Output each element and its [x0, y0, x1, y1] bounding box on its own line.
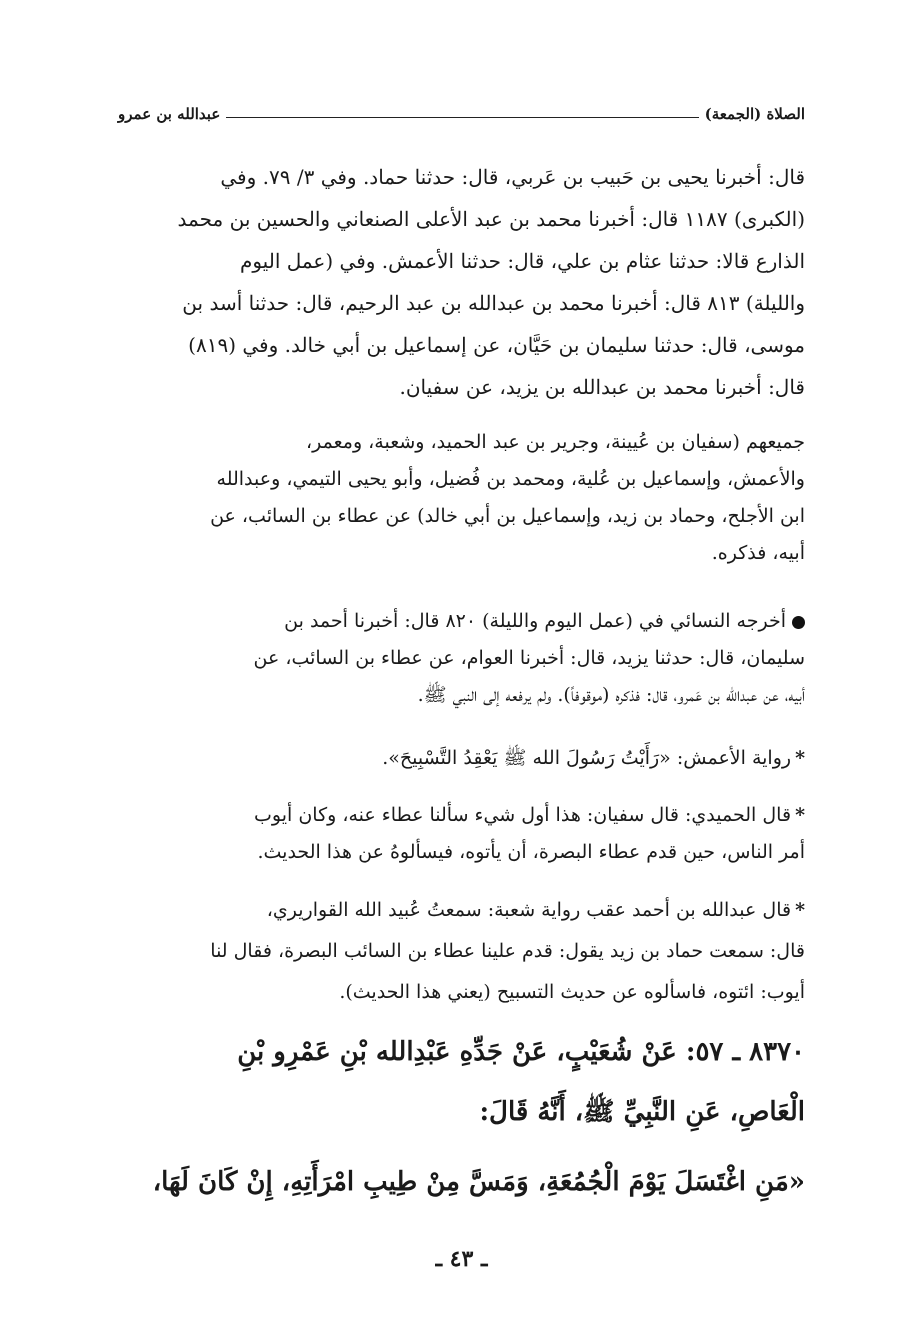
page-number: ـ ٤٣ ـ — [435, 1246, 488, 1272]
text-segment: قال عبدالله بن أحمد عقب رواية شعبة: سمعتُ عُبيد الله القواريري، — [266, 899, 792, 921]
text-line — [118, 797, 805, 834]
header-rule — [226, 117, 698, 118]
running-header — [118, 103, 805, 125]
text-segment: أخرجه النسائي في (عمل اليوم والليلة) ٨٢٠ قال: أخبرنا أحمد بن — [284, 610, 786, 632]
text-line: ابن الأجلح، وحماد بن زيد، وإسماعيل بن أبي خالد) عن عطاء بن السائب، عن — [210, 505, 805, 527]
text-line: قال: أخبرنا محمد بن عبدالله بن يزيد، عن سفيان. — [399, 375, 805, 399]
text-line: الذارع قالا: حدثنا عثام بن علي، قال: حدثنا الأعمش. وفي (عمل اليوم — [239, 249, 805, 273]
text-line: والليلة) ٨١٣ قال: أخبرنا محمد بن عبدالله بن عبد الرحيم، قال: حدثنا أسد بن — [182, 291, 805, 315]
text-line — [118, 890, 805, 931]
text-line: الْعَاصِ، عَنِ النَّبِيِّ ﷺ، أَنَّهُ قَالَ: — [479, 1097, 805, 1127]
text-line: ٨٣٧٠ ـ ٥٧: عَنْ شُعَيْبٍ، عَنْ جَدِّهِ عَبْدِالله بْنِ عَمْرِو بْنِ — [237, 1037, 805, 1067]
takhrij-paragraph — [118, 156, 805, 408]
header-narrator: عبدالله بن عمرو — [118, 105, 221, 123]
header-chapter-title: الصلاة (الجمعة) — [704, 105, 805, 123]
text-line: أمر الناس، حين قدم عطاء البصرة، أن يأتوه، فيسألوهُ عن هذا الحديث. — [257, 841, 805, 863]
text-line: أبيه، فذكره. — [711, 542, 805, 564]
text-line: سليمان، قال: حدثنا يزيد، قال: أخبرنا العوام، عن عطاء بن السائب، عن — [253, 647, 805, 669]
text-line: قال: أخبرنا يحيى بن حَبيب بن عَربي، قال: حدثنا حماد. وفي ٣/ ٧٩. وفي — [220, 165, 805, 189]
text-line: جميعهم (سفيان بن عُيينة، وجرير بن عبد الحميد، وشعبة، ومعمر، — [306, 431, 805, 453]
asterisk-icon: * — [795, 899, 805, 921]
note-abdullah — [118, 890, 805, 1013]
text-line: «مَنِ اغْتَسَلَ يَوْمَ الْجُمُعَةِ، وَمَسَّ مِنْ طِيبِ امْرَأَتِهِ، إِنْ كَانَ لَهَا، — [152, 1167, 805, 1197]
hadith-matn — [118, 1152, 805, 1212]
bullet-icon — [792, 616, 805, 629]
text-line: موسى، قال: حدثنا سليمان بن حَيَّان، عن إسماعيل بن أبي خالد. وفي (٨١٩) — [188, 333, 805, 357]
text-segment: قال الحميدي: قال سفيان: هذا أول شيء سألنا عطاء عنه، وكان أيوب — [254, 804, 792, 826]
hadith-isnad — [118, 1022, 805, 1142]
note-amash — [118, 740, 805, 777]
asterisk-icon: * — [795, 804, 805, 826]
text-line: قال: سمعت حماد بن زيد يقول: قدم علينا عطاء بن السائب البصرة، فقال لنا — [210, 940, 805, 962]
note-humaydi — [118, 797, 805, 871]
text-line: أيوب: ائتوه، فاسألوه عن حديث التسبيح (يعني هذا الحديث). — [339, 981, 805, 1003]
text-line: (الكبرى) ١١٨٧ قال: أخبرنا محمد بن عبد الأعلى الصنعاني والحسين بن محمد — [177, 207, 805, 231]
text-line: والأعمش، وإسماعيل بن عُلية، ومحمد بن فُضيل، وأبو يحيى التيمي، وعبدالله — [216, 468, 805, 490]
text-line — [118, 603, 805, 640]
asterisk-icon: * — [795, 747, 805, 769]
text-line: أبيه، عن عبدالله بن عَمرو، قال: فذكره (موقوفاً). ولم يرفعه إلى النبي ﷺ. — [417, 684, 805, 706]
nasai-paragraph — [118, 603, 805, 714]
text-line — [118, 740, 805, 777]
text-segment: رواية الأعمش: «رَأَيْتُ رَسُولَ الله ﷺ يَعْقِدُ التَّسْبِيحَ». — [382, 747, 792, 769]
narrators-paragraph — [118, 424, 805, 572]
